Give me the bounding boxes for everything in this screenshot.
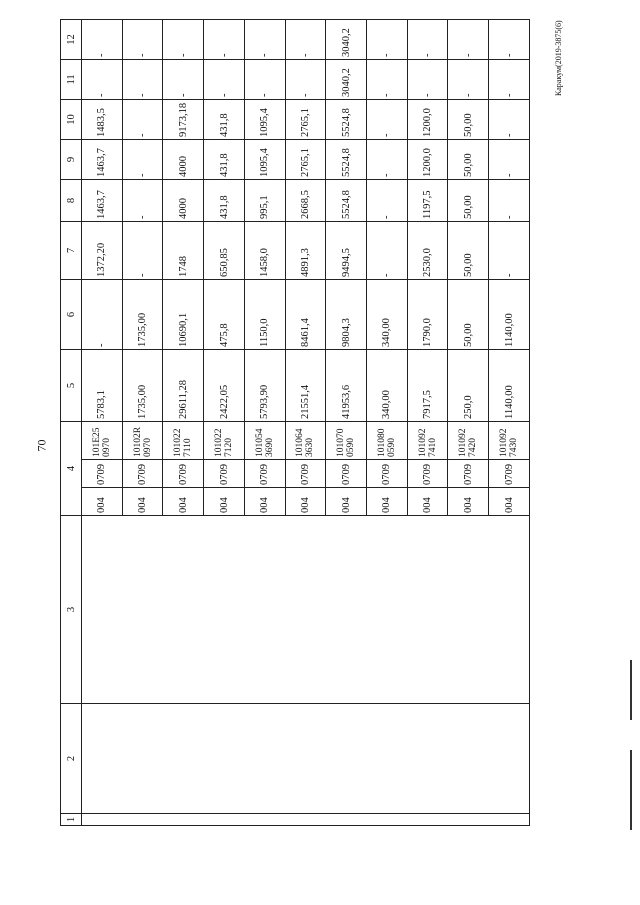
col-1-cell [82, 814, 530, 826]
value-col-5: 5783,1 [82, 349, 123, 421]
value-col-5: 1735,00 [122, 349, 163, 421]
value-col-7: 9494,5 [326, 221, 367, 279]
target-article-code: 101E25 0970 [82, 421, 123, 459]
section-code: 0709 [163, 460, 204, 488]
value-col-11: - [122, 59, 163, 99]
value-col-8: 5524,8 [326, 179, 367, 221]
target-article-code: 101022 7120 [204, 421, 245, 459]
value-col-11: - [244, 59, 285, 99]
value-col-7: 1458,0 [244, 221, 285, 279]
header-cell: 5 [61, 349, 82, 421]
value-col-7: 4891,3 [285, 221, 326, 279]
target-article-code: 101092 7430 [489, 421, 530, 459]
value-col-9: 5524,8 [326, 139, 367, 179]
value-col-7: 1372,20 [82, 221, 123, 279]
header-cell: 8 [61, 179, 82, 221]
value-col-10: - [122, 99, 163, 139]
value-col-11: - [163, 59, 204, 99]
section-code: 0709 [204, 460, 245, 488]
value-col-9: 1463,7 [82, 139, 123, 179]
value-col-5: 2422,05 [204, 349, 245, 421]
value-col-10: 2765,1 [285, 99, 326, 139]
value-col-11: - [489, 59, 530, 99]
kvsr-code: 004 [448, 488, 489, 516]
value-col-6: - [82, 279, 123, 349]
value-col-7: - [367, 221, 408, 279]
header-cell: 1 [61, 814, 82, 826]
value-col-12: - [407, 19, 448, 59]
value-col-9: 4000 [163, 139, 204, 179]
target-article-code: 101080 0590 [367, 421, 408, 459]
value-col-11: - [285, 59, 326, 99]
value-col-10: - [489, 99, 530, 139]
col-3-cell [82, 516, 530, 704]
value-col-6: 475,8 [204, 279, 245, 349]
section-code: 0709 [285, 460, 326, 488]
header-cell: 11 [61, 59, 82, 99]
value-col-9: - [489, 139, 530, 179]
header-cell: 2 [61, 704, 82, 814]
value-col-11: - [367, 59, 408, 99]
kvsr-code: 004 [367, 488, 408, 516]
rotated-table-container [60, 28, 530, 826]
value-col-5: 5793,90 [244, 349, 285, 421]
value-col-5: 250,0 [448, 349, 489, 421]
value-col-7: - [122, 221, 163, 279]
value-col-8: 4000 [163, 179, 204, 221]
value-col-11: - [82, 59, 123, 99]
section-code: 0709 [244, 460, 285, 488]
value-col-8: 1197,5 [407, 179, 448, 221]
kvsr-code: 004 [204, 488, 245, 516]
value-col-6: 1735,00 [122, 279, 163, 349]
value-col-9: - [367, 139, 408, 179]
kvsr-code: 004 [326, 488, 367, 516]
value-col-10: 431,8 [204, 99, 245, 139]
header-cell: 3 [61, 516, 82, 704]
section-code: 0709 [82, 460, 123, 488]
value-col-12: - [204, 19, 245, 59]
value-col-12: - [163, 19, 204, 59]
target-article-code: 101070 0590 [326, 421, 367, 459]
value-col-11: - [204, 59, 245, 99]
section-code: 0709 [367, 460, 408, 488]
value-col-12: - [82, 19, 123, 59]
value-col-11: - [448, 59, 489, 99]
kvsr-code: 004 [407, 488, 448, 516]
value-col-6: 10690,1 [163, 279, 204, 349]
value-col-8: 2668,5 [285, 179, 326, 221]
value-col-5: 29611,28 [163, 349, 204, 421]
scan-artifact-line [630, 750, 632, 830]
header-cell: 4 [61, 421, 82, 515]
value-col-8: - [489, 179, 530, 221]
target-article-code: 10102R 0970 [122, 421, 163, 459]
section-code: 0709 [448, 460, 489, 488]
document-reference: Каракум(2019-3875(6) [554, 20, 563, 96]
col-2-cell [82, 704, 530, 814]
section-code: 0709 [407, 460, 448, 488]
value-col-12: 3040,2 [326, 19, 367, 59]
value-col-8: - [367, 179, 408, 221]
target-article-code: 101092 7410 [407, 421, 448, 459]
value-col-12: - [448, 19, 489, 59]
value-col-12: - [489, 19, 530, 59]
page-number: 70 [34, 439, 49, 452]
kvsr-code: 004 [122, 488, 163, 516]
value-col-6: 1150,0 [244, 279, 285, 349]
value-col-7: 650,85 [204, 221, 245, 279]
value-col-6: 1790,0 [407, 279, 448, 349]
value-col-11: - [407, 59, 448, 99]
scan-artifact-line [630, 660, 632, 720]
value-col-7: 1748 [163, 221, 204, 279]
value-col-6: 340,00 [367, 279, 408, 349]
value-col-5: 41953,6 [326, 349, 367, 421]
target-article-code: 101054 3690 [244, 421, 285, 459]
value-col-10: 1200,0 [407, 99, 448, 139]
value-col-5: 1140,00 [489, 349, 530, 421]
value-col-8: 431,8 [204, 179, 245, 221]
value-col-12: - [367, 19, 408, 59]
value-col-7: 2530,0 [407, 221, 448, 279]
value-col-8: 1463,7 [82, 179, 123, 221]
kvsr-code: 004 [244, 488, 285, 516]
value-col-6: 9804,3 [326, 279, 367, 349]
kvsr-code: 004 [82, 488, 123, 516]
header-cell: 7 [61, 221, 82, 279]
section-code: 0709 [489, 460, 530, 488]
value-col-10: 5524,8 [326, 99, 367, 139]
value-col-9: 1095,4 [244, 139, 285, 179]
value-col-12: - [122, 19, 163, 59]
value-col-9: 431,8 [204, 139, 245, 179]
value-col-7: 50,00 [448, 221, 489, 279]
header-cell: 12 [61, 19, 82, 59]
section-code: 0709 [326, 460, 367, 488]
value-col-12: - [244, 19, 285, 59]
value-col-6: 1140,00 [489, 279, 530, 349]
value-col-8: - [122, 179, 163, 221]
value-col-6: 8461,4 [285, 279, 326, 349]
kvsr-code: 004 [285, 488, 326, 516]
value-col-10: - [367, 99, 408, 139]
value-col-10: 9173,18 [163, 99, 204, 139]
value-col-12: - [285, 19, 326, 59]
target-article-code: 101092 7420 [448, 421, 489, 459]
target-article-code: 101022 7110 [163, 421, 204, 459]
table-row [82, 19, 123, 825]
value-col-9: 2765,1 [285, 139, 326, 179]
target-article-code: 101064 3630 [285, 421, 326, 459]
header-row [61, 19, 82, 825]
header-cell: 10 [61, 99, 82, 139]
value-col-6: 50,00 [448, 279, 489, 349]
value-col-5: 21551,4 [285, 349, 326, 421]
budget-table [60, 19, 530, 826]
value-col-5: 340,00 [367, 349, 408, 421]
value-col-9: 1200,0 [407, 139, 448, 179]
value-col-10: 1483,5 [82, 99, 123, 139]
kvsr-code: 004 [163, 488, 204, 516]
kvsr-code: 004 [489, 488, 530, 516]
value-col-7: - [489, 221, 530, 279]
header-cell: 9 [61, 139, 82, 179]
value-col-5: 7917,5 [407, 349, 448, 421]
value-col-8: 995,1 [244, 179, 285, 221]
value-col-9: 50,00 [448, 139, 489, 179]
header-cell: 6 [61, 279, 82, 349]
value-col-11: 3040,2 [326, 59, 367, 99]
value-col-9: - [122, 139, 163, 179]
value-col-8: 50,00 [448, 179, 489, 221]
value-col-10: 1095,4 [244, 99, 285, 139]
section-code: 0709 [122, 460, 163, 488]
value-col-10: 50,00 [448, 99, 489, 139]
